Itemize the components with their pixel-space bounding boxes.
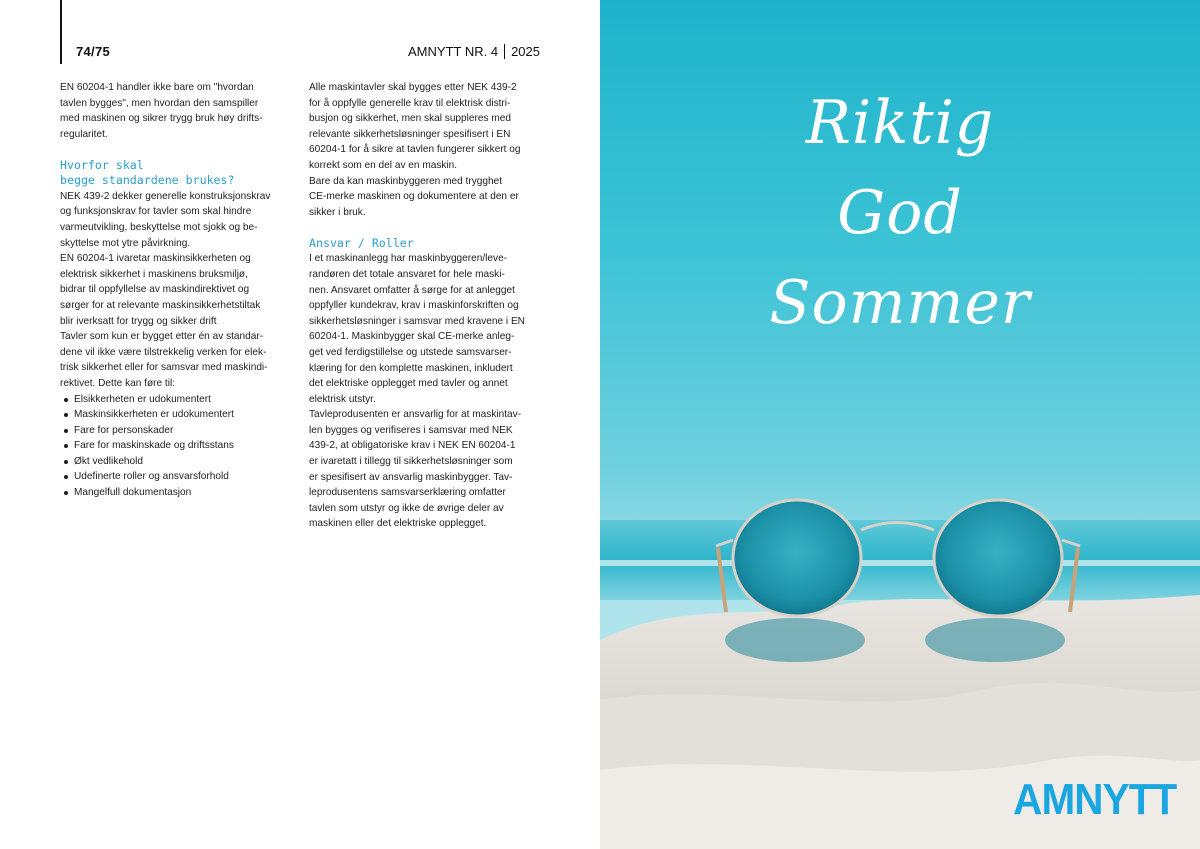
beach-photo [600,0,1200,849]
text-line: bidrar til oppfyllelse av maskindirektivet og [60,284,250,296]
text-line: tavlen bygges", men hvordan den samspiller [60,97,259,109]
text-line: elektrisk sikkerhet i maskinens bruksmiljø, [60,268,248,280]
text-line: skyttelse mot ytre påvirkning. [60,237,191,249]
consequence-list [60,392,292,501]
list-item: Fare for personskader [60,423,292,439]
text-line: med maskinen og sikrer trygg bruk høy drifts- [60,113,263,125]
issue-year: 2025 [511,44,540,59]
text-line: det elektriske opplegget med tavler og annet [309,378,508,390]
text-line: elektrisk utstyr. [309,393,376,405]
text-line: sikker i bruk. [309,206,366,218]
text-line: sikkerhetsløsninger i samsvar med kravene i EN [309,315,525,327]
section-heading: begge standardene brukes? [60,173,235,188]
issue-title: AMNYTT NR. 4 [408,44,499,59]
issue-label [408,44,540,59]
page-number: 74/75 [76,44,111,59]
text-line: er spesifisert av ansvarlig maskinbygger. Tav- [309,471,513,483]
text-line: 60204-1. Maskinbygger skal CE-merke anleg- [309,331,515,343]
list-item: Fare for maskinskade og driftsstans [60,438,292,454]
text-column-1 [60,80,292,501]
list-item: Mangelfull dokumentasjon [60,485,292,501]
text-line: sørger for at relevante maskinsikkerhetstiltak [60,299,261,311]
margin-rule [60,0,62,64]
text-line: og funksjonskrav for tavler som skal hindre [60,206,252,218]
text-line: randøren det totale ansvaret for hele maski- [309,268,505,280]
greeting-line-3: Sommer [769,268,1031,338]
text-line: er ivaretatt i tillegg til sikkerhetsløsninger som [309,456,513,468]
greeting-line-1: Riktig [805,88,995,158]
text-line: 439-2, at obligatoriske krav i NEK EN 60204-1 [309,440,516,452]
text-line: CE-merke maskinen og dokumentere at den er [309,191,519,203]
section-heading: Ansvar / Roller [309,235,414,250]
text-line: EN 60204-1 ivaretar maskinsikkerheten og [60,253,251,265]
text-line: korrekt som en del av en maskin. [309,159,458,171]
text-line: relevante sikkerhetsløsninger spesifisert i EN [309,128,511,140]
text-line: regularitet. [60,128,108,140]
text-line: get ved ferdigstillelse og utstede samsvarser- [309,346,512,358]
section-heading: Hvorfor skal [60,157,144,172]
greeting-line-2: God [837,178,963,248]
list-item: Udefinerte roller og ansvarsforhold [60,469,292,485]
text-line: rektivet. Dette kan føre til: [60,377,175,389]
text-line: Bare da kan maskinbyggeren med trygghet [309,175,503,187]
text-line: blir iverksatt for trygg og sikker drift [60,315,217,327]
issue-divider [504,44,505,59]
amnytt-logo: AMNYTT [1012,775,1176,824]
list-item: Maskinsikkerheten er udokumentert [60,407,292,423]
text-line: varmeutvikling, beskyttelse mot sjokk og be- [60,221,258,233]
text-line: Tavleprodusenten er ansvarlig for at maskintav- [309,409,522,421]
text-line: trisk sikkerhet eller for samsvar med maskindi- [60,362,268,374]
text-line: nen. Ansvaret omfatter å sørge for at anlegget [309,284,515,296]
text-line: leprodusentens samsvarserklæring omfatter [309,487,506,499]
text-line: Alle maskintavler skal bygges etter NEK 439-2 [309,82,517,93]
text-line: for å oppfylle generelle krav til elektrisk distri- [309,97,511,109]
text-line: Tavler som kun er bygget etter én av standar- [60,331,264,343]
text-line: len bygges og verifiseres i samsvar med NEK [309,424,513,436]
list-item: Elsikkerheten er udokumentert [60,392,292,408]
text-line: busjon og sikkerhet, men skal suppleres med [309,113,511,125]
text-line: maskinen eller det elektriske opplegget. [309,518,487,530]
text-line: oppfyller kundekrav, krav i maskinforskriften og [309,300,519,312]
text-line: I et maskinanlegg har maskinbyggeren/leve- [309,253,508,265]
text-line: dene vil ikke være tilstrekkelig verken for elek- [60,346,267,358]
text-line: tavlen som utstyr og ikke de øvrige deler av [309,502,504,514]
text-column-2 [309,80,541,532]
text-line: NEK 439-2 dekker generelle konstruksjonskrav [60,190,271,202]
list-item: Økt vedlikehold [60,454,292,470]
text-line: klæring for den komplette maskinen, inkludert [309,362,513,374]
text-line: 60204-1 for å sikre at tavlen fungerer sikkert og [309,144,521,156]
text-line: EN 60204-1 handler ikke bare om "hvordan [60,82,254,93]
